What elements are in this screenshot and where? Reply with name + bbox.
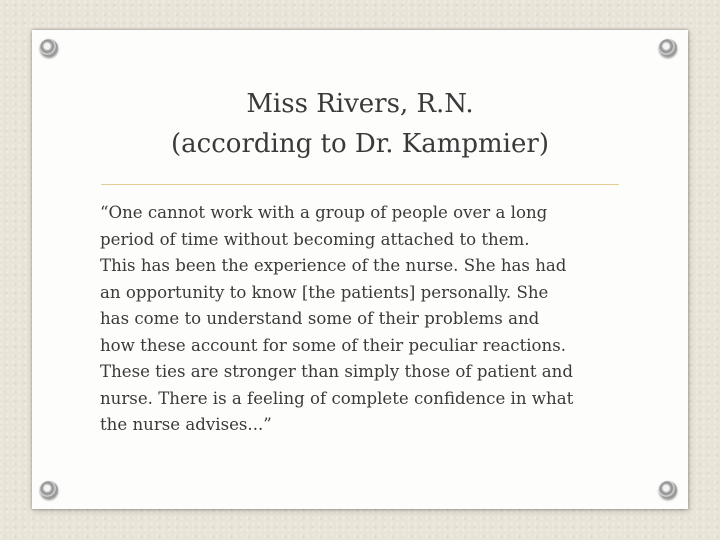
quote-body [100,200,640,439]
pin-icon-top-right [659,39,677,57]
pin-icon-top-left [40,39,58,57]
title-divider [101,184,619,185]
slide-card [32,30,688,509]
quote-line-7: These ties are stronger than simply those of patient and [100,362,573,381]
quote-line-3: This has been the experience of the nurse. She has had [100,256,567,275]
quote-line-2: period of time without becoming attached to them. [100,229,530,249]
quote-line-8: nurse. There is a feeling of complete confidence in what [100,388,574,408]
quote-line-4: an opportunity to know [the patients] personally. She [100,282,549,302]
quote-line-1: “One cannot work with a group of people over a long [100,203,548,222]
pin-icon-bottom-left [40,481,58,499]
slide-title-line-1: Miss Rivers, R.N. [246,89,474,119]
quote-line-9: the nurse advises...” [100,415,272,434]
slide-title-line-2: (according to Dr. Kampmier) [171,129,549,159]
pin-icon-bottom-right [659,481,677,499]
quote-line-5: has come to understand some of their problems and [100,309,540,328]
slide-title [32,84,688,164]
quote-line-6: how these account for some of their peculiar reactions. [100,335,567,355]
